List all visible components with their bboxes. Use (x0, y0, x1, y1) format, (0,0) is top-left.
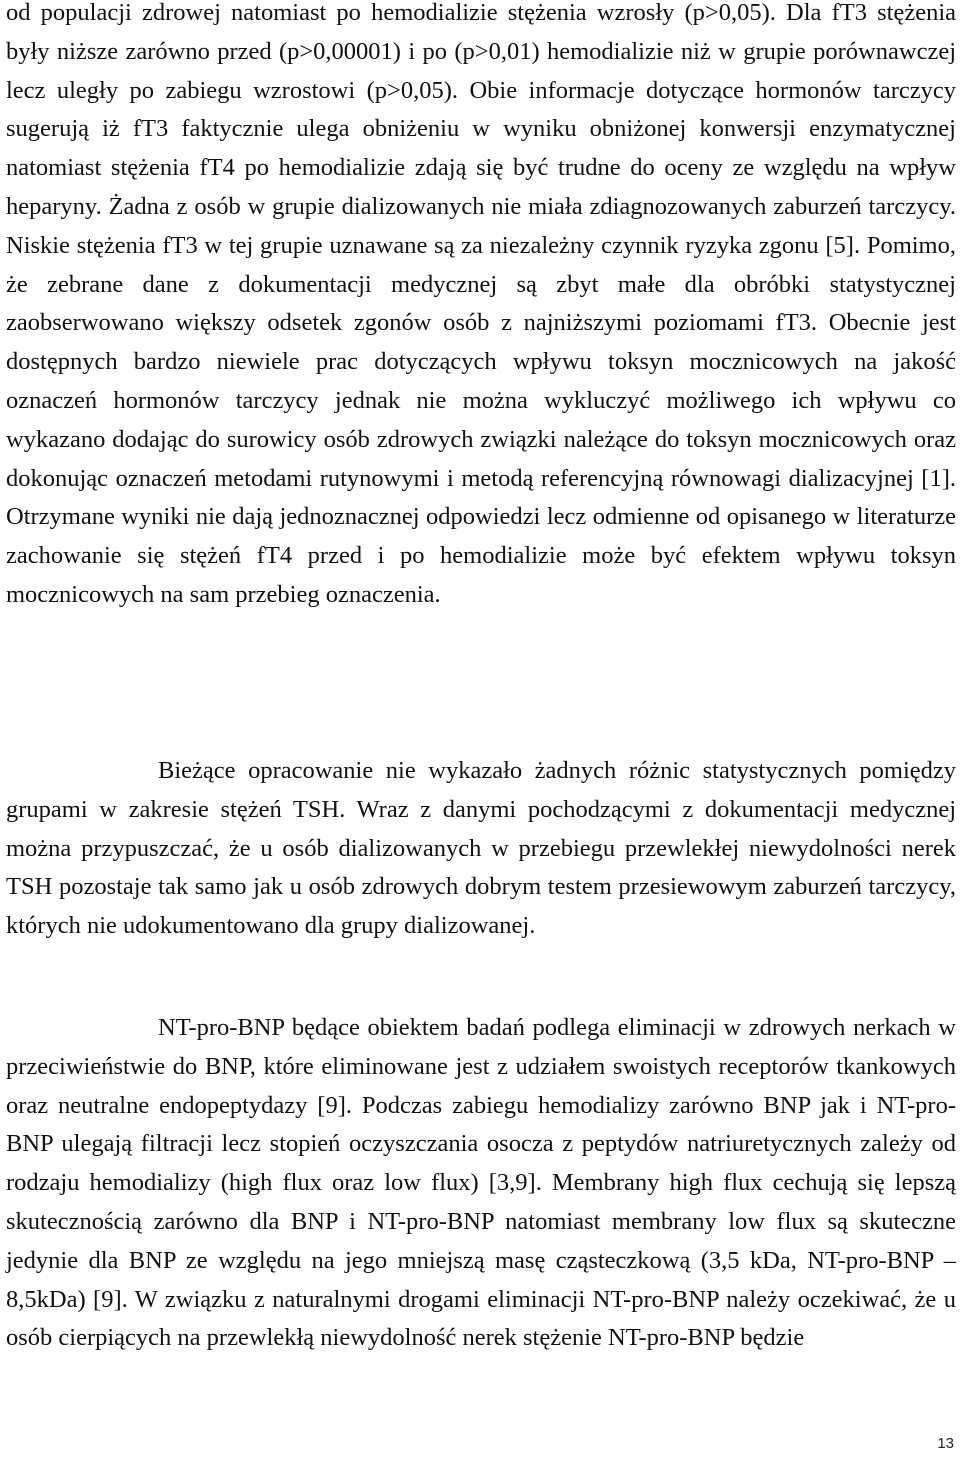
paragraph-nt-pro-bnp (6, 1009, 956, 1358)
paragraph-text: od populacji zdrowej natomiast po hemodializie stężenia wzrosły (p>0,05). Dla fT3 stężenia były niższe zarówno przed (p>0,00001) i po (p>0,01) hemodializie niż w grupie porównawczej lecz uległy po zabiegu wzrostowi (p>0,05). Obie informacje dotyczące hormonów tarczycy sugerują iż fT3 faktycznie ulega obniżeniu w wyniku obniżonej konwersji enzymatycznej natomiast stężenia fT4 po hemodializie zdają się być trudne do oceny ze względu na wpływ heparyny. Żadna z osób w grupie dializowanych nie miała zdiagnozowanych zaburzeń tarczycy. Niskie stężenia fT3 w tej grupie uznawane są za niezależny czynnik ryzyka zgonu [5]. Pomimo, że zebrane dane z dokumentacji medycznej są zbyt małe dla obróbki statystycznej zaobserwowano większy odsetek zgonów osób z najniższymi poziomami fT3. Obecnie jest dostępnych bardzo niewiele prac dotyczących wpływu toksyn mocznicowych na jakość oznaczeń hormonów tarczycy jednak nie można wykluczyć możliwego ich wpływu co wykazano dodając do surowicy osób zdrowych związki należące do toksyn mocznicowych oraz dokonując oznaczeń metodami rutynowymi i metodą referencyjną równowagi dializacyjnej [1]. Otrzymane wyniki nie dają jednoznacznej odpowiedzi lecz odmienne od opisanego w literaturze zachowanie się stężeń fT4 przed i po hemodializie może być efektem wpływu toksyn mocznicowych na sam przebieg oznaczenia. (6, 0, 956, 608)
paragraph-text: Bieżące opracowanie nie wykazało żadnych różnic statystycznych pomiędzy grupami w zakresie stężeń TSH. Wraz z danymi pochodzącymi z dokumentacji medycznej można przypuszczać, że u osób dializowanych w przebiegu przewlekłej niewydolności nerek TSH pozostaje tak samo jak u osób zdrowych dobrym testem przesiewowym zaburzeń tarczycy, których nie udokumentowano dla grupy dializowanej. (6, 757, 956, 940)
paragraph-continuation (6, 0, 956, 615)
paragraph-tsh (6, 752, 956, 946)
page-number: 13 (937, 1435, 954, 1452)
paragraph-text: NT-pro-BNP będące obiektem badań podlega eliminacji w zdrowych nerkach w przeciwieństwie do BNP, które eliminowane jest z udziałem swoistych receptorów tkankowych oraz neutralne endopeptydazy [9]. Podczas zabiegu hemodializy zarówno BNP jak i NT-pro-BNP ulegają filtracji lecz stopień oczyszczania osocza z peptydów natriuretycznych zależy od rodzaju hemodializy (high flux oraz low flux) [3,9]. Membrany high flux cechują się lepszą skutecznością zarówno dla BNP i NT-pro-BNP natomiast membrany low flux są skuteczne jedynie dla BNP ze względu na jego mniejszą masę cząsteczkową (3,5 kDa, NT-pro-BNP – 8,5kDa) [9]. W związku z naturalnymi drogami eliminacji NT-pro-BNP należy oczekiwać, że u osób cierpiących na przewlekłą niewydolność nerek stężenie NT-pro-BNP będzie (6, 1014, 956, 1352)
